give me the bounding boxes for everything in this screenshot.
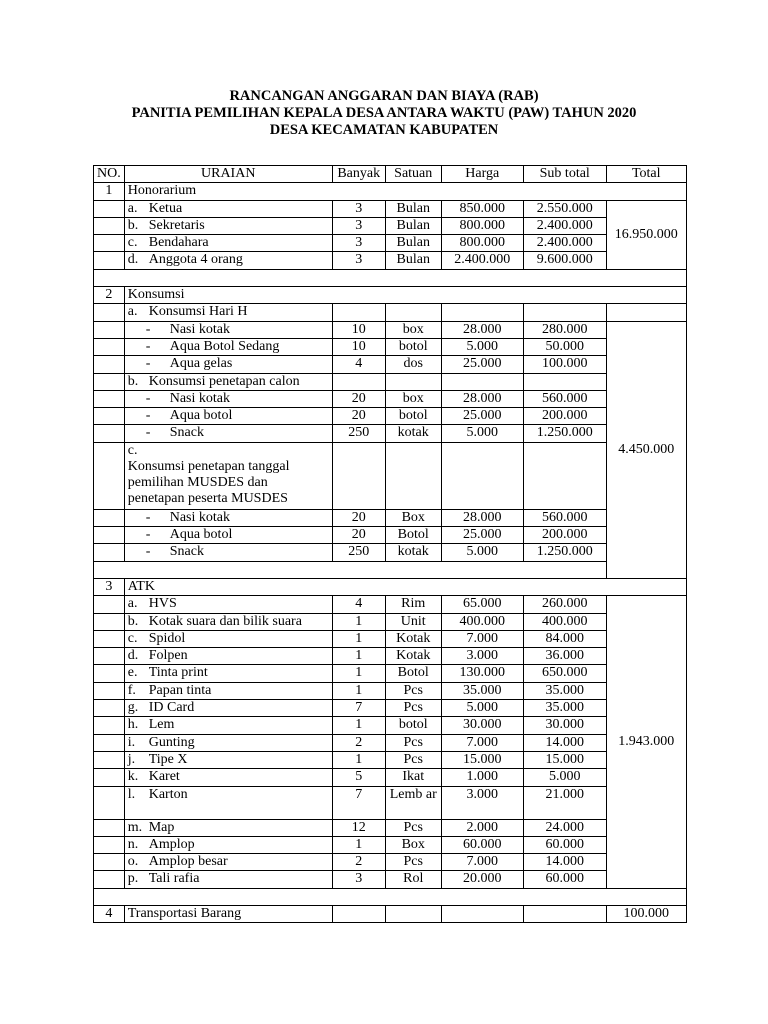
item-name: Karet: [148, 769, 180, 785]
item-name: HVS: [148, 596, 177, 612]
item-letter: n.: [127, 836, 139, 852]
table-header-row: [94, 166, 687, 183]
item-subtotal: 60.000: [523, 836, 606, 853]
item-price: 15.000: [441, 751, 523, 768]
item-price: 2.400.000: [441, 252, 523, 269]
item-name: ID Card: [148, 700, 195, 716]
table-row: [94, 338, 687, 355]
item-qty: 1: [332, 682, 385, 699]
item-subtotal: 200.000: [523, 527, 606, 544]
header-subtotal: Sub total: [523, 166, 606, 183]
item-price: 28.000: [441, 321, 523, 338]
item-price: 7.000: [441, 854, 523, 871]
item-unit: Bulan: [385, 217, 441, 234]
table-row: [94, 217, 687, 234]
item-subtotal: 2.400.000: [523, 217, 606, 234]
doc-title-line-1: RANCANGAN ANGGARAN DAN BIAYA (RAB): [229, 88, 539, 104]
item-subtotal: 400.000: [523, 613, 606, 630]
item-name: Aqua Botol Sedang: [169, 338, 280, 354]
table-row: [94, 734, 687, 751]
item-dash: -: [145, 321, 151, 337]
table-row: [94, 235, 687, 252]
item-unit: box: [385, 321, 441, 338]
item-name: Kotak suara dan bilik suara: [148, 613, 302, 629]
section-title: Honorarium: [124, 183, 686, 200]
item-qty: 3: [332, 217, 385, 234]
item-name: Map: [148, 819, 175, 835]
item-name: Lem: [148, 717, 175, 733]
header-satuan: Satuan: [385, 166, 441, 183]
item-subtotal: 560.000: [523, 509, 606, 526]
section-title: ATK: [124, 578, 686, 595]
item-price: 25.000: [441, 527, 523, 544]
header-harga: Harga: [441, 166, 523, 183]
item-price: 20.000: [441, 871, 523, 888]
item-unit: Lemb ar: [385, 786, 441, 819]
item-dash: -: [145, 527, 151, 543]
table-row: [94, 544, 687, 561]
item-qty: 3: [332, 252, 385, 269]
item-name: Nasi kotak: [169, 509, 230, 525]
item-name: Folpen: [148, 648, 188, 664]
item-subtotal: 9.600.000: [523, 252, 606, 269]
item-letter: j.: [127, 751, 136, 767]
subgroup-name: Konsumsi Hari H: [148, 304, 248, 320]
table-row: [94, 682, 687, 699]
item-name: Papan tinta: [148, 682, 212, 698]
table-row: [94, 630, 687, 647]
item-qty: 1: [332, 613, 385, 630]
table-row: [94, 321, 687, 338]
subgroup-name: Konsumsi penetapan tanggal pemilihan MUSDES dan penetapan peserta MUSDES: [127, 458, 290, 506]
item-subtotal: 5.000: [523, 769, 606, 786]
table-row: [94, 648, 687, 665]
item-dash: -: [145, 408, 151, 424]
item-letter: b.: [127, 613, 139, 629]
item-unit: Kotak: [385, 630, 441, 647]
item-name: Tipe X: [148, 751, 188, 767]
item-subtotal: 36.000: [523, 648, 606, 665]
item-subtotal: 50.000: [523, 338, 606, 355]
table-row: [94, 200, 687, 217]
table-row: [94, 854, 687, 871]
item-letter: c.: [127, 630, 138, 646]
table-row: [94, 769, 687, 786]
item-subtotal: 84.000: [523, 630, 606, 647]
item-price: 30.000: [441, 717, 523, 734]
table-row: [94, 509, 687, 526]
item-subtotal: 1.250.000: [523, 544, 606, 561]
item-qty: 1: [332, 751, 385, 768]
item-price: 28.000: [441, 390, 523, 407]
section-heading-row: [94, 287, 687, 304]
item-qty: 2: [332, 734, 385, 751]
item-qty: 2: [332, 854, 385, 871]
spacer-row: [94, 561, 687, 578]
section-title: Konsumsi: [124, 287, 686, 304]
item-qty: 10: [332, 321, 385, 338]
item-name: Snack: [169, 425, 204, 441]
item-name: Sekretaris: [148, 217, 205, 233]
section-number: 2: [94, 287, 125, 304]
item-price: 28.000: [441, 509, 523, 526]
item-qty: 250: [332, 425, 385, 442]
item-unit: Pcs: [385, 700, 441, 717]
table-row: [94, 819, 687, 836]
table-row: [94, 665, 687, 682]
item-price: 35.000: [441, 682, 523, 699]
item-unit: Unit: [385, 613, 441, 630]
item-qty: 3: [332, 235, 385, 252]
item-qty: 20: [332, 527, 385, 544]
item-unit: Pcs: [385, 819, 441, 836]
item-name: Aqua botol: [169, 527, 233, 543]
item-letter: o.: [127, 854, 139, 870]
item-name: Nasi kotak: [169, 390, 230, 406]
item-name: Anggota 4 orang: [148, 252, 243, 268]
table-row: [94, 425, 687, 442]
item-name: Nasi kotak: [169, 321, 230, 337]
subgroup-letter: b.: [127, 373, 139, 389]
item-unit: Rim: [385, 596, 441, 613]
item-unit: botol: [385, 408, 441, 425]
header-banyak: Banyak: [332, 166, 385, 183]
section-heading-row: [94, 578, 687, 595]
spacer-row: [94, 269, 687, 286]
table-row: [94, 252, 687, 269]
section-number: 1: [94, 183, 125, 200]
header-total: Total: [606, 166, 686, 183]
subgroup-row: [94, 304, 687, 321]
item-dash: -: [145, 509, 151, 525]
table-row: [94, 390, 687, 407]
item-unit: Box: [385, 509, 441, 526]
item-unit: Ikat: [385, 769, 441, 786]
item-letter: d.: [127, 252, 139, 268]
item-subtotal: 100.000: [523, 356, 606, 373]
item-qty: 20: [332, 408, 385, 425]
item-subtotal: 21.000: [523, 786, 606, 819]
item-dash: -: [145, 390, 151, 406]
item-name: Karton: [148, 786, 188, 802]
budget-table: [93, 165, 687, 923]
item-name: Tinta print: [148, 665, 208, 681]
subgroup-letter: c.: [127, 442, 138, 458]
item-unit: box: [385, 390, 441, 407]
item-price: 3.000: [441, 648, 523, 665]
section-number: 3: [94, 578, 125, 595]
item-dash: -: [145, 544, 151, 560]
section-total: 100.000: [606, 905, 686, 922]
item-subtotal: 650.000: [523, 665, 606, 682]
item-qty: 20: [332, 509, 385, 526]
item-price: 25.000: [441, 408, 523, 425]
item-price: 400.000: [441, 613, 523, 630]
item-dash: -: [145, 425, 151, 441]
item-price: 130.000: [441, 665, 523, 682]
item-qty: 250: [332, 544, 385, 561]
item-letter: l.: [127, 786, 136, 802]
item-letter: b.: [127, 217, 139, 233]
item-qty: 7: [332, 786, 385, 819]
item-subtotal: 35.000: [523, 682, 606, 699]
item-letter: g.: [127, 700, 139, 716]
item-subtotal: 30.000: [523, 717, 606, 734]
table-row: [94, 700, 687, 717]
item-name: Bendahara: [148, 235, 209, 251]
item-unit: Pcs: [385, 751, 441, 768]
item-letter: p.: [127, 871, 139, 887]
item-name: Snack: [169, 544, 204, 560]
section-total: 1.943.000: [606, 596, 686, 888]
item-subtotal: 35.000: [523, 700, 606, 717]
table-row: [94, 527, 687, 544]
item-unit: Kotak: [385, 648, 441, 665]
subgroup-row: [94, 442, 687, 509]
item-qty: 4: [332, 356, 385, 373]
item-letter: e.: [127, 665, 138, 681]
item-price: 7.000: [441, 630, 523, 647]
item-qty: 3: [332, 871, 385, 888]
item-letter: k.: [127, 769, 139, 785]
item-letter: a.: [127, 596, 138, 612]
item-unit: Bulan: [385, 200, 441, 217]
table-row: [94, 871, 687, 888]
item-letter: i.: [127, 734, 136, 750]
item-subtotal: 260.000: [523, 596, 606, 613]
table-row: [94, 751, 687, 768]
section-total: 16.950.000: [606, 200, 686, 269]
item-subtotal: 280.000: [523, 321, 606, 338]
item-price: 5.000: [441, 544, 523, 561]
subgroup-name: Konsumsi penetapan calon: [148, 373, 300, 389]
item-qty: 1: [332, 665, 385, 682]
table-row: [94, 786, 687, 819]
item-qty: 3: [332, 200, 385, 217]
item-qty: 1: [332, 648, 385, 665]
item-price: 60.000: [441, 836, 523, 853]
item-unit: Bulan: [385, 252, 441, 269]
section-total: 4.450.000: [606, 321, 686, 578]
item-name: Spidol: [148, 630, 186, 646]
item-price: 5.000: [441, 700, 523, 717]
item-name: Amplop: [148, 836, 195, 852]
item-price: 3.000: [441, 786, 523, 819]
item-name: Ketua: [148, 200, 183, 216]
table-row: [94, 717, 687, 734]
section-heading-row: [94, 905, 687, 922]
item-unit: Botol: [385, 527, 441, 544]
item-subtotal: 200.000: [523, 408, 606, 425]
item-unit: Pcs: [385, 682, 441, 699]
doc-title-line-3: DESA KECAMATAN KABUPATEN: [269, 122, 499, 138]
item-qty: 1: [332, 836, 385, 853]
item-price: 25.000: [441, 356, 523, 373]
item-qty: 7: [332, 700, 385, 717]
table-row: [94, 408, 687, 425]
item-unit: kotak: [385, 544, 441, 561]
item-qty: 4: [332, 596, 385, 613]
doc-title-line-2: PANITIA PEMILIHAN KEPALA DESA ANTARA WAKTU (PAW) TAHUN 2020: [131, 105, 637, 121]
item-qty: 12: [332, 819, 385, 836]
item-letter: d.: [127, 648, 139, 664]
item-name: Gunting: [148, 734, 195, 750]
item-price: 2.000: [441, 819, 523, 836]
item-letter: c.: [127, 235, 138, 251]
item-qty: 5: [332, 769, 385, 786]
table-row: [94, 356, 687, 373]
item-price: 850.000: [441, 200, 523, 217]
item-subtotal: 60.000: [523, 871, 606, 888]
item-unit: botol: [385, 338, 441, 355]
item-qty: 1: [332, 717, 385, 734]
item-unit: botol: [385, 717, 441, 734]
item-subtotal: 560.000: [523, 390, 606, 407]
header-no: NO.: [94, 166, 125, 183]
item-unit: Pcs: [385, 734, 441, 751]
section-heading-row: [94, 183, 687, 200]
subgroup-row: [94, 373, 687, 390]
item-unit: Botol: [385, 665, 441, 682]
section-number: 4: [94, 905, 125, 922]
item-dash: -: [145, 356, 151, 372]
item-price: 7.000: [441, 734, 523, 751]
spacer-row: [94, 888, 687, 905]
item-dash: -: [145, 338, 151, 354]
item-letter: f.: [127, 682, 136, 698]
item-letter: a.: [127, 200, 138, 216]
item-name: Aqua botol: [169, 408, 233, 424]
item-price: 800.000: [441, 235, 523, 252]
item-letter: m.: [127, 819, 143, 835]
item-subtotal: 2.400.000: [523, 235, 606, 252]
item-price: 1.000: [441, 769, 523, 786]
item-qty: 20: [332, 390, 385, 407]
item-subtotal: 24.000: [523, 819, 606, 836]
header-uraian: URAIAN: [124, 166, 332, 183]
item-unit: Bulan: [385, 235, 441, 252]
item-price: 5.000: [441, 338, 523, 355]
item-price: 5.000: [441, 425, 523, 442]
subgroup-letter: a.: [127, 304, 138, 320]
table-row: [94, 836, 687, 853]
item-qty: 1: [332, 630, 385, 647]
item-name: Amplop besar: [148, 854, 228, 870]
table-row: [94, 613, 687, 630]
item-unit: Pcs: [385, 854, 441, 871]
item-subtotal: 14.000: [523, 854, 606, 871]
item-price: 65.000: [441, 596, 523, 613]
table-row: [94, 596, 687, 613]
item-unit: Box: [385, 836, 441, 853]
item-unit: Rol: [385, 871, 441, 888]
item-qty: 10: [332, 338, 385, 355]
item-subtotal: 14.000: [523, 734, 606, 751]
item-unit: dos: [385, 356, 441, 373]
item-subtotal: 2.550.000: [523, 200, 606, 217]
item-unit: kotak: [385, 425, 441, 442]
item-subtotal: 1.250.000: [523, 425, 606, 442]
section-title: Transportasi Barang: [124, 905, 332, 922]
item-name: Tali rafia: [148, 871, 200, 887]
item-subtotal: 15.000: [523, 751, 606, 768]
item-price: 800.000: [441, 217, 523, 234]
item-name: Aqua gelas: [169, 356, 233, 372]
item-letter: h.: [127, 717, 139, 733]
